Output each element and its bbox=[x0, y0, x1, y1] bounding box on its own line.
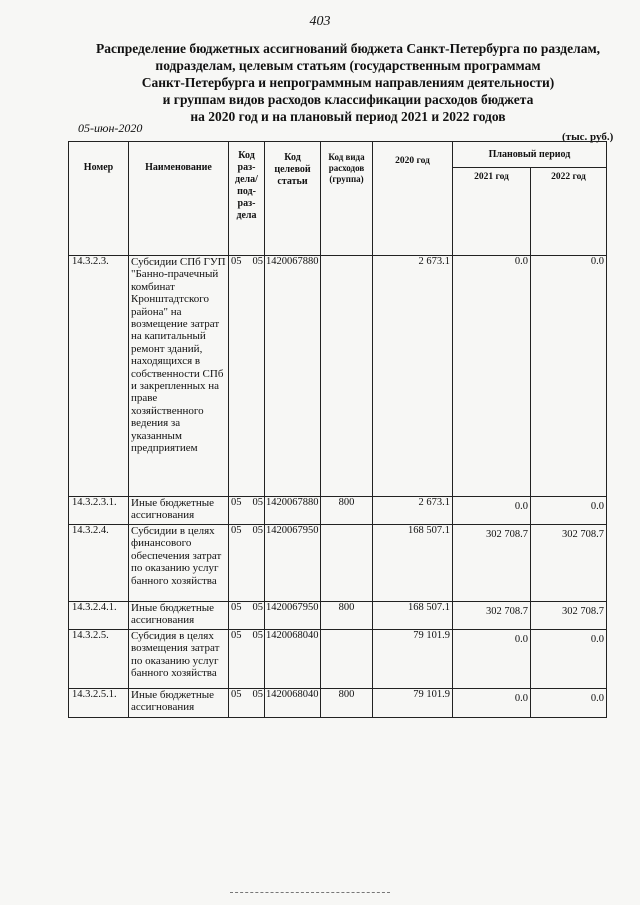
row-expense-group bbox=[321, 256, 373, 497]
subsection: 05 bbox=[252, 602, 263, 613]
row-section-code bbox=[229, 525, 265, 602]
footer-scan-mark bbox=[230, 892, 390, 895]
document-title bbox=[70, 40, 626, 125]
subsection: 05 bbox=[252, 630, 263, 641]
row-name: Субсидии СПб ГУП "Банно-прачечный комбинат Кронштадтского района" на возмещение затрат на капитальный ремонт зданий, находящихся в собственности СПб и закрепленных на праве хозяйственного ведения за указанным предприятием bbox=[129, 256, 229, 497]
header-planned-period: Плановый период bbox=[453, 142, 607, 168]
row-amount-2022: 302 708.7 bbox=[531, 525, 607, 602]
row-target-code: 1420067880 bbox=[265, 256, 321, 497]
section: 05 bbox=[231, 602, 242, 613]
row-target-code: 1420068040 bbox=[265, 689, 321, 718]
row-target-code: 1420067950 bbox=[265, 525, 321, 602]
row-expense-group bbox=[321, 525, 373, 602]
section: 05 bbox=[231, 525, 242, 536]
row-amount-2020: 2 673.1 bbox=[373, 497, 453, 525]
table-row bbox=[69, 602, 607, 630]
section: 05 bbox=[231, 689, 242, 700]
row-amount-2020: 2 673.1 bbox=[373, 256, 453, 497]
row-section-code bbox=[229, 602, 265, 630]
subsection: 05 bbox=[252, 497, 263, 508]
row-amount-2021: 0.0 bbox=[453, 497, 531, 525]
row-expense-group: 800 bbox=[321, 689, 373, 718]
row-target-code: 1420067880 bbox=[265, 497, 321, 525]
row-name: Субсидия в целях возмещения затрат по оказанию услуг банного хозяйства bbox=[129, 630, 229, 689]
row-expense-group: 800 bbox=[321, 602, 373, 630]
section: 05 bbox=[231, 630, 242, 641]
table-row bbox=[69, 525, 607, 602]
row-amount-2021: 0.0 bbox=[453, 630, 531, 689]
row-number: 14.3.2.3. bbox=[69, 256, 129, 497]
title-line: на 2020 год и на плановый период 2021 и 2022 годов bbox=[190, 109, 506, 124]
units-label: (тыс. руб.) bbox=[562, 131, 614, 143]
subsection: 05 bbox=[252, 525, 263, 536]
row-amount-2022: 0.0 bbox=[531, 630, 607, 689]
subsection: 05 bbox=[252, 256, 263, 267]
subsection: 05 bbox=[252, 689, 263, 700]
row-amount-2020: 168 507.1 bbox=[373, 525, 453, 602]
row-number: 14.3.2.3.1. bbox=[69, 497, 129, 525]
header-2020: 2020 год bbox=[373, 142, 453, 256]
row-amount-2020: 79 101.9 bbox=[373, 689, 453, 718]
row-amount-2020: 79 101.9 bbox=[373, 630, 453, 689]
header-2021: 2021 год bbox=[453, 168, 531, 256]
table-row bbox=[69, 256, 607, 497]
row-number: 14.3.2.5. bbox=[69, 630, 129, 689]
row-amount-2022: 0.0 bbox=[531, 497, 607, 525]
row-amount-2022: 0.0 bbox=[531, 689, 607, 718]
header-expense-code: Код вида расходов (группа) bbox=[321, 142, 373, 256]
row-target-code: 1420067950 bbox=[265, 602, 321, 630]
title-line: Санкт-Петербурга и непрограммным направлениям деятельности) bbox=[141, 75, 555, 90]
row-amount-2022: 302 708.7 bbox=[531, 602, 607, 630]
header-target-code: Код целевой статьи bbox=[265, 142, 321, 256]
row-amount-2021: 0.0 bbox=[453, 689, 531, 718]
header-section-code: Код раз-дела/ под-раз-дела bbox=[229, 142, 265, 256]
header-2022: 2022 год bbox=[531, 168, 607, 256]
row-number: 14.3.2.4. bbox=[69, 525, 129, 602]
row-section-code bbox=[229, 630, 265, 689]
row-name: Иные бюджетные ассигнования bbox=[129, 602, 229, 630]
row-amount-2021: 302 708.7 bbox=[453, 602, 531, 630]
section: 05 bbox=[231, 256, 242, 267]
page-number: 403 bbox=[309, 14, 331, 29]
row-number: 14.3.2.4.1. bbox=[69, 602, 129, 630]
header-name: Наименование bbox=[129, 142, 229, 256]
section: 05 bbox=[231, 497, 242, 508]
row-expense-group: 800 bbox=[321, 497, 373, 525]
header-number: Номер bbox=[69, 142, 129, 256]
table-row bbox=[69, 689, 607, 718]
document-date: 05-июн-2020 bbox=[78, 121, 143, 135]
row-number: 14.3.2.5.1. bbox=[69, 689, 129, 718]
row-amount-2021: 302 708.7 bbox=[453, 525, 531, 602]
title-line: и группам видов расходов классификации расходов бюджета bbox=[162, 92, 534, 107]
title-line: подразделам, целевым статьям (государственным программам bbox=[155, 58, 541, 73]
table-row bbox=[69, 630, 607, 689]
row-expense-group bbox=[321, 630, 373, 689]
row-target-code: 1420068040 bbox=[265, 630, 321, 689]
row-section-code bbox=[229, 256, 265, 497]
row-section-code bbox=[229, 497, 265, 525]
table-row bbox=[69, 497, 607, 525]
budget-table bbox=[68, 141, 607, 718]
row-name: Субсидии в целях финансового обеспечения затрат по оказанию услуг банного хозяйства bbox=[129, 525, 229, 602]
row-amount-2022: 0.0 bbox=[531, 256, 607, 497]
row-amount-2021: 0.0 bbox=[453, 256, 531, 497]
row-section-code bbox=[229, 689, 265, 718]
row-name: Иные бюджетные ассигнования bbox=[129, 497, 229, 525]
row-name: Иные бюджетные ассигнования bbox=[129, 689, 229, 718]
row-amount-2020: 168 507.1 bbox=[373, 602, 453, 630]
title-line: Распределение бюджетных ассигнований бюджета Санкт-Петербурга по разделам, bbox=[95, 41, 601, 56]
